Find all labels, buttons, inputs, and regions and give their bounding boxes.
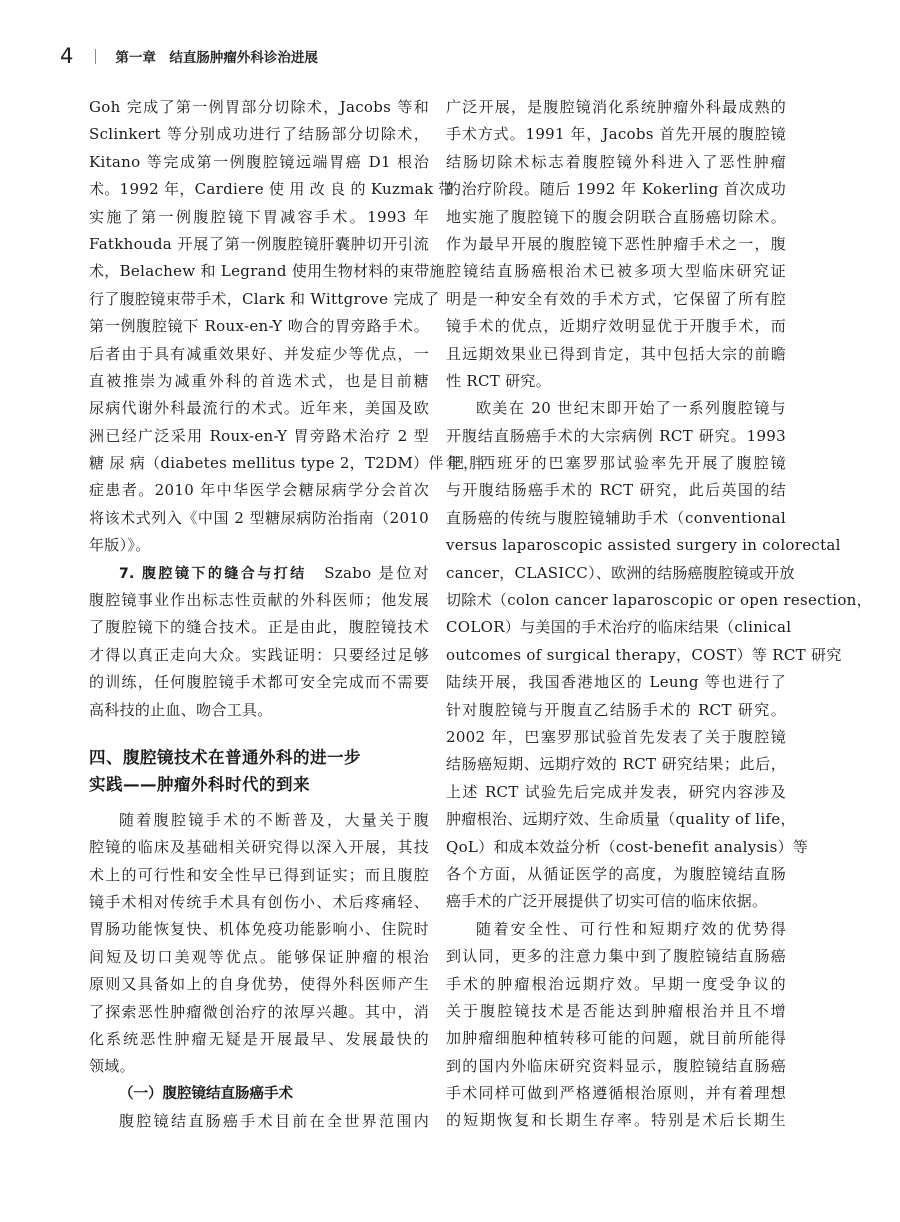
text-line: [89, 560, 429, 587]
text-line: 作为最早开展的腹腔镜下恶性肿瘤手术之一，腹: [446, 234, 786, 253]
text-line: 针对腹腔镜与开腹直乙结肠手术的 RCT 研究。: [446, 700, 786, 719]
text-line: 广泛开展，是腹腔镜消化系统肿瘤外科最成熟的: [446, 98, 786, 116]
text-line: 术，Belachew 和 Legrand 使用生物材料的束带施: [89, 262, 445, 281]
text-line: 随着腹腔镜手术的不断普及，大量关于腹: [119, 810, 429, 829]
text-line: cancer，CLASICC）、欧洲的结肠癌腹腔镜或开放: [446, 563, 795, 582]
text-line: Sclinkert 等分别成功进行了结肠部分切除术，: [89, 125, 429, 144]
text-line: 镜手术的优点，近期疗效明显优于开腹手术，而: [446, 317, 786, 336]
text-line: 到认同，更多的注意力集中到了腹腔镜结直肠癌: [446, 947, 786, 966]
text-line: 年，西班牙的巴塞罗那试验率先开展了腹腔镜: [446, 454, 786, 473]
text-line: 随着安全性、可行性和短期疗效的优势得: [476, 919, 786, 938]
header-divider: [95, 49, 96, 64]
paragraph: [89, 807, 429, 1081]
section-heading-line: 四、腹腔镜技术在普通外科的进一步: [89, 747, 361, 767]
text-line: 第一例腹腔镜下 Roux-en-Y 吻合的胃旁路手术。: [89, 317, 429, 336]
text-line: 尿病代谢外科最流行的术式。近年来，美国及欧: [89, 399, 429, 418]
running-header: [60, 44, 318, 68]
text-line: 实施了第一例腹腔镜下胃减容手术。1993 年: [89, 207, 429, 226]
right-column: [446, 94, 872, 1135]
text-line: 性 RCT 研究。: [446, 371, 552, 390]
text-line: 化系统恶性肿瘤无疑是开展最早、发展最快的: [89, 1029, 429, 1048]
text-line: 糖 尿 病（diabetes mellitus type 2，T2DM）伴 肥 胖: [89, 454, 485, 473]
paragraph: [446, 916, 786, 1135]
text-line: 症患者。2010 年中华医学会糖尿病学分会首次: [89, 481, 429, 500]
text-line: 领域。: [89, 1057, 135, 1076]
paragraph: [446, 395, 872, 915]
text-line: 的短期恢复和长期生存率。特别是术后长期生: [446, 1111, 786, 1130]
text-line: 切除术（colon cancer laparoscopic or open resection，: [446, 591, 872, 610]
text-line: 镜手术相对传统手术具有创伤小、术后疼痛轻、: [89, 892, 429, 911]
text-line: 陆续开展，我国香港地区的 Leung 等也进行了: [446, 673, 786, 692]
text-line: 腔镜结直肠癌根治术已被多项大型临床研究证: [446, 262, 786, 281]
subsection-1-title: （一）腹腔镜结直肠癌手术: [119, 1085, 293, 1102]
text-line: 了腹腔镜下的缝合技术。正是由此，腹腔镜技术: [89, 618, 429, 637]
paragraph: [89, 1108, 429, 1135]
text-line: 到的国内外临床研究资料显示，腹腔镜结直肠癌: [446, 1056, 786, 1075]
page-number: 4: [60, 44, 74, 68]
text-line: 直肠癌的传统与腹腔镜辅助手术（conventional: [446, 508, 786, 527]
text-line: 上述 RCT 试验先后完成并发表，研究内容涉及: [446, 782, 786, 801]
text-line: Goh 完成了第一例胃部分切除术，Jacobs 等和: [89, 98, 429, 116]
text-line: 间短及切口美观等优点。能够保证肿瘤的根治: [89, 947, 429, 966]
text-line: 才得以真正走向大众。实践证明：只要经过足够: [89, 645, 429, 664]
text-line: 行了腹腔镜束带手术，Clark 和 Wittgrove 完成了: [89, 289, 440, 308]
subsection-7-title: 7. 腹腔镜下的缝合与打结: [119, 565, 307, 582]
text-line: outcomes of surgical therapy，COST）等 RCT 研究: [446, 645, 842, 664]
text-line: COLOR）与美国的手术治疗的临床结果（clinical: [446, 618, 792, 637]
text-line: 且远期效果业已得到肯定，其中包括大宗的前瞻: [446, 344, 786, 363]
text-line: 胃肠功能恢复快、机体免疫功能影响小、住院时: [89, 920, 429, 939]
text-line: 手术的肿瘤根治远期疗效。早期一度受争议的: [446, 974, 786, 993]
text-line: 直被推崇为减重外科的首选术式，也是目前糖: [89, 371, 429, 390]
text-line: 腔镜的临床及基础相关研究得以深入开展，其技: [89, 838, 429, 857]
text-line: 肿瘤根治、远期疗效、生命质量（quality of life，: [446, 810, 796, 829]
text-line: 后者由于具有减重效果好、并发症少等优点，一: [89, 344, 429, 363]
text-line: 癌手术的广泛开展提供了切实可信的临床依据。: [446, 892, 768, 911]
text-line: 加肿瘤细胞种植转移可能的问题，就目前所能得: [446, 1029, 786, 1048]
text-line: 腹腔镜结直肠癌手术目前在全世界范围内: [119, 1112, 429, 1131]
text-line: 高科技的止血、吻合工具。: [89, 700, 273, 719]
text-line: 洲已经广泛采用 Roux-en-Y 胃旁路术治疗 2 型: [89, 426, 429, 445]
section-heading-line: 实践——肿瘤外科时代的到来: [89, 775, 310, 795]
text-line: 与开腹结肠癌手术的 RCT 研究，此后英国的结: [446, 481, 786, 500]
text-line: Fatkhouda 开展了第一例腹腔镜肝囊肿切开引流: [89, 234, 429, 253]
chapter-title: 第一章 结直肠肿瘤外科诊治进展: [115, 50, 318, 66]
text-line: 了探索恶性肿瘤微创治疗的浓厚兴趣。其中，消: [89, 1002, 429, 1021]
section-4-heading: [89, 744, 429, 799]
text-line: 结肠癌短期、远期疗效的 RCT 研究结果；此后，: [446, 755, 786, 774]
text-line: 手术方式。1991 年，Jacobs 首先开展的腹腔镜: [446, 125, 786, 144]
text-line: 腹腔镜事业作出标志性贡献的外科医师；他发展: [89, 591, 429, 610]
text-line: 结肠切除术标志着腹腔镜外科进入了恶性肿瘤: [446, 152, 786, 171]
text-line: 术。1992 年，Cardiere 使 用 改 良 的 Kuzmak 带: [89, 180, 454, 199]
paragraph: [89, 94, 485, 560]
text-line: 2002 年，巴塞罗那试验首先发表了关于腹腔镜: [446, 727, 786, 746]
text-line: versus laparoscopic assisted surgery in colorectal: [446, 536, 841, 555]
paragraph: [446, 94, 786, 395]
text-line: 关于腹腔镜技术是否能达到肿瘤根治并且不增: [446, 1001, 786, 1020]
text-line: 术上的可行性和安全性早已得到证实；而且腹腔: [89, 865, 429, 884]
text-line: QoL）和成本效益分析（cost-benefit analysis）等: [446, 837, 809, 856]
text-line: 各个方面，从循证医学的高度，为腹腔镜结直肠: [446, 864, 786, 883]
text-line: 的治疗阶段。随后 1992 年 Kokerling 首次成功: [446, 180, 786, 199]
text-line: 开腹结直肠癌手术的大宗病例 RCT 研究。1993: [446, 426, 786, 445]
text-line: 年版）》。: [89, 536, 151, 555]
text-run: Szabo 是位对: [324, 563, 429, 582]
text-line: 明是一种安全有效的手术方式，它保留了所有腔: [446, 289, 786, 308]
text-line: 欧美在 20 世纪末即开始了一系列腹腔镜与: [476, 399, 786, 418]
left-column: [89, 94, 485, 1135]
paragraph: [89, 560, 429, 724]
text-line: 手术同样可做到严格遵循根治原则，并有着理想: [446, 1084, 786, 1103]
text-line: 地实施了腹腔镜下的腹会阴联合直肠癌切除术。: [446, 207, 786, 226]
text-line: 的训练，任何腹腔镜手术都可安全完成而不需要: [89, 673, 429, 692]
text-line: 原则又具备如上的自身优势，使得外科医师产生: [89, 975, 429, 994]
text-line: Kitano 等完成第一例腹腔镜远端胃癌 D1 根治: [89, 152, 429, 171]
text-line: 将该术式列入《中国 2 型糖尿病防治指南（2010: [89, 508, 429, 527]
